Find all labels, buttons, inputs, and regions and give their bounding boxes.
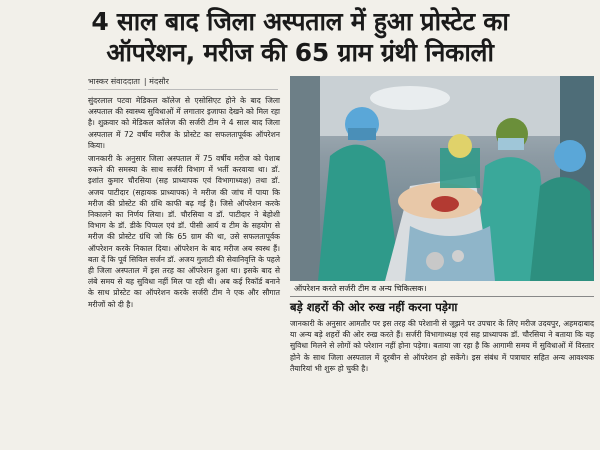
byline-place: मंदसौर <box>149 77 169 86</box>
headline <box>0 6 600 68</box>
headline-line-2: ऑपरेशन, मरीज की 65 ग्राम ग्रंथी निकाली <box>106 38 494 67</box>
photo-caption: ऑपरेशन करते सर्जरी टीम व अन्य चिकित्सक। <box>294 284 427 293</box>
paragraph: जानकारी के अनुसार जिला अस्पताल में 75 वर्षीय मरीज को पेशाब रुकने की समस्या के साथ सर्जरी विभाग में भर्ती करवाया था। डॉ. इशांत कुमार चौरसिया (सह प्राध्यापक एवं विभागाध्यक्ष) तथा डॉ. अजय पाटीदार (सहायक प्राध्यापक) ने मरीज की जांच में पाया कि मरीज की प्रोस्टेट की ग्रंथि काफी बढ़ गई है। जिसे ऑपरेशन करके निकालने का निर्णय लिया। डॉ. चौरसिया व डॉ. पाटीदार ने बेहोशी विभाग के डॉ. डीके पिप्पल एवं डॉ. पीसी आर्य व टीम के सहयोग से मरीज की प्रोस्टेट ग्रंथि जो कि 65 ग्राम की था, उसे सफलतापूर्वक ऑपरेशन करके निकाल दिया। ऑपरेशन के बाद मरीज अब स्वस्थ हैं। बता दें कि पूर्व सिविल सर्जन डॉ. अजय गुलाटी की सेवानिवृत्ति के पहले ही जिला अस्पताल में इस तरह का ऑपरेशन हुआ था। इसके बाद से लंबे समय से यह सुविधा नहीं मिल पा रही थी। अब कई रिकॉर्ड बनाने के साथ प्रोस्टेट का ऑपरेशन करके सर्जरी टीम ने एक और सौगात मरीजों को दी है। <box>88 154 280 309</box>
headline-line-1: 4 साल बाद जिला अस्पताल में हुआ प्रोस्टेट का <box>91 7 509 36</box>
paragraph: जानकारी के अनुसार आमतौर पर इस तरह की परेशानी से जूझने पर उपचार के लिए मरीज उदयपुर, अहमदाबाद या अन्य बड़े शहरों की ओर रुख करते हैं। सर्जरी विभागाध्यक्ष एवं सह प्राध्यापक डॉ. चौरसिया ने बताया कि यह सुविधा मिलने से लोगों को परेशान नहीं होना पड़ेगा। बताया जा रहा है कि आगामी समय में सुविधाओं में विस्तार होने के साथ जिला अस्पताल में दूरबीन से ऑपरेशन हो सकेंगे। इस संबंध में पत्राचार सहित अन्य आवश्यक तैयारियां भी शुरू हो चुकी है। <box>290 319 594 373</box>
byline: भास्कर संवाददाता | मंदसौर <box>88 76 278 90</box>
surgery-photo-illustration <box>290 76 594 281</box>
byline-reporter: भास्कर संवाददाता <box>88 77 140 86</box>
surgery-photo <box>290 76 594 281</box>
subheading: बड़े शहरों की ओर रुख नहीं करना पड़ेगा <box>290 296 594 315</box>
paragraph: सुंदरलाल पटवा मेडिकल कॉलेज से एसोसिएट होने के बाद जिला अस्पताल की स्वास्थ्य सुविधाओं में लगातार इजाफा देखने को मिल रहा है। शुक्रवार को मेडिकल कॉलेज की सर्जरी टीम ने 4 साल बाद जिला अस्पताल में 72 वर्षीय मरीज के प्रोस्टेट का सफलतापूर्वक ऑपरेशन किया। <box>88 96 280 150</box>
article-body-left <box>88 95 280 312</box>
article-body-right <box>290 318 594 374</box>
